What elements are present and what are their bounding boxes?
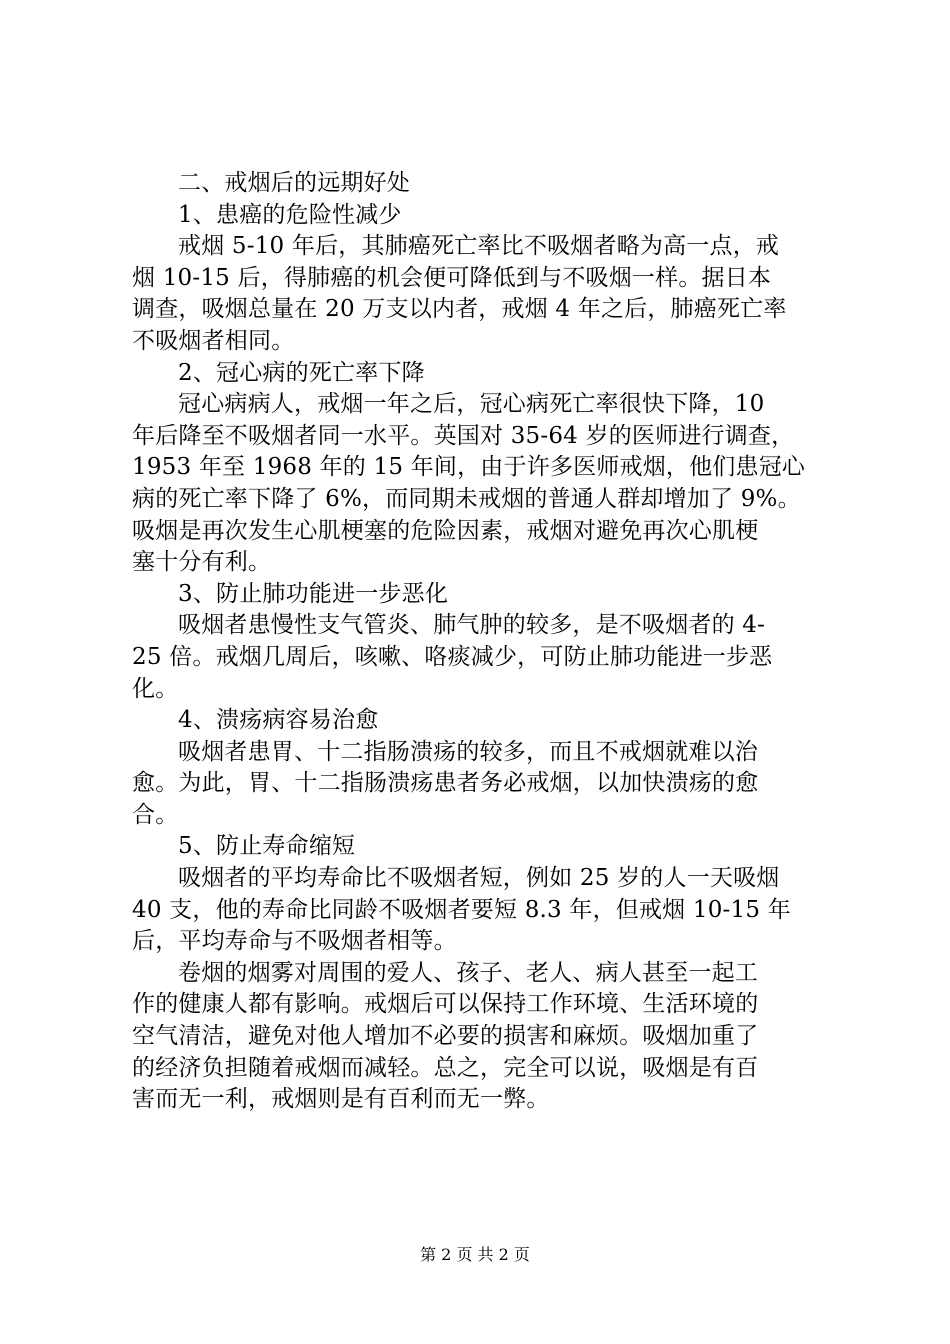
text-line: 塞十分有利。 [132, 549, 272, 576]
text-line: 吸烟者的平均寿命比不吸烟者短，例如 25 岁的人一天吸烟 [178, 865, 780, 892]
text-line: 1953 年至 1968 年的 15 年间，由于许多医师戒烟，他们患冠心 [132, 454, 806, 481]
text-line: 的经济负担随着戒烟而减轻。总之，完全可以说，吸烟是有百 [132, 1054, 759, 1081]
text-line: 戒烟 5-10 年后，其肺癌死亡率比不吸烟者略为高一点，戒 [178, 233, 780, 260]
text-line: 25 倍。戒烟几周后，咳嗽、咯痰减少，可防止肺功能进一步恶 [132, 643, 773, 670]
text-line: 合。 [132, 801, 179, 828]
text-line: 卷烟的烟雾对周围的爱人、孩子、老人、病人甚至一起工 [178, 959, 758, 986]
text-line: 后，平均寿命与不吸烟者相等。 [132, 928, 457, 955]
text-line: 不吸烟者相同。 [132, 327, 295, 354]
text-line: 调查，吸烟总量在 20 万支以内者，戒烟 4 年之后，肺癌死亡率 [132, 296, 787, 323]
text-line: 2、冠心病的死亡率下降 [178, 359, 425, 386]
text-line: 5、防止寿命缩短 [178, 833, 356, 860]
text-line: 二、戒烟后的远期好处 [178, 170, 410, 196]
text-line: 年后降至不吸烟者同一水平。英国对 35-64 岁的医师进行调查， [132, 422, 795, 449]
text-line: 1、患癌的危险性减少 [178, 201, 402, 228]
text-line: 病的死亡率下降了 6%，而同期未戒烟的普通人群却增加了 9%。 [132, 485, 801, 512]
text-line: 空气清洁，避免对他人增加不必要的损害和麻烦。吸烟加重了 [132, 1023, 759, 1050]
text-line: 3、防止肺功能进一步恶化 [178, 580, 449, 607]
text-line: 害而无一利，戒烟则是有百利而无一弊。 [132, 1086, 550, 1113]
text-line: 冠心病病人，戒烟一年之后，冠心病死亡率很快下降，10 [178, 391, 765, 418]
page-footer: 第 2 页 共 2 页 [420, 1245, 530, 1264]
text-line: 40 支，他的寿命比同龄不吸烟者要短 8.3 年，但戒烟 10-15 年 [132, 896, 791, 923]
text-line: 吸烟者患胃、十二指肠溃疡的较多，而且不戒烟就难以治 [178, 738, 758, 765]
text-line: 作的健康人都有影响。戒烟后可以保持工作环境、生活环境的 [132, 991, 759, 1018]
text-line: 吸烟者患慢性支气管炎、肺气肿的较多，是不吸烟者的 4- [178, 612, 766, 639]
text-line: 4、溃疡病容易治愈 [178, 707, 379, 734]
text-line: 吸烟是再次发生心肌梗塞的危险因素，戒烟对避免再次心肌梗 [132, 517, 759, 544]
text-line: 化。 [132, 675, 179, 702]
text-line: 愈。为此，胃、十二指肠溃疡患者务必戒烟，以加快溃疡的愈 [132, 770, 759, 797]
document-body [132, 168, 832, 1116]
text-line: 烟 10-15 后，得肺癌的机会便可降低到与不吸烟一样。据日本 [132, 264, 772, 291]
